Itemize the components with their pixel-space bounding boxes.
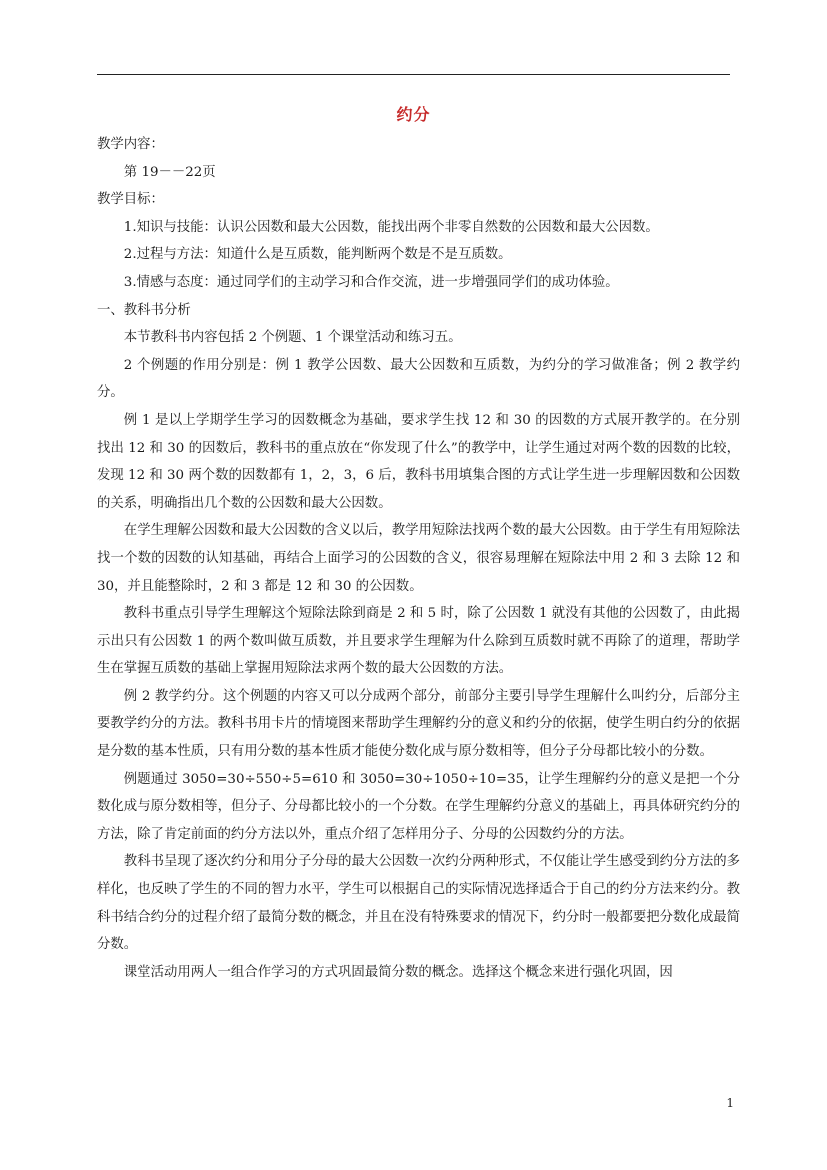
page-number: 1	[726, 1096, 734, 1110]
paragraph: 本节教科书内容包括 2 个例题、1 个课堂活动和练习五。	[123, 330, 462, 346]
paragraph: 例 1 是以上学期学生学习的因数概念为基础，要求学生找 12 和 30 的因数的方式展开教学的。在分别找出 12 和 30 的因数后，教科书的重点放在“你发现了什么”的教学中，让学生通过对两个数的因数的比较，发现 12 和 30 两个数的因数都有 1，2，3，6 后，教科书用填集合图的方式让学生进一步理解因数和公因数的关系，明确指出几个数的公因数和最大公因数。	[97, 412, 740, 511]
header-rule	[97, 74, 730, 75]
section-label-content: 教学内容：	[97, 137, 164, 152]
paragraph: 例题通过 3050=30÷550÷5=610 和 3050=30÷1050÷10=35，让学生理解约分的意义是把一个分数化成与原分数相等，但分子、分母都比较小的一个分数。在学生理解约分意义的基础上，再具体研究约分的方法，除了肯定前面的约分方法以外，重点介绍了怎样用分子、分母的公因数约分的方法。	[97, 771, 740, 842]
section-label-objectives: 教学目标：	[97, 192, 164, 208]
document-body	[97, 131, 740, 986]
section-heading-textbook-analysis: 一、教科书分析	[97, 302, 191, 318]
objective-2: 2.过程与方法：知道什么是互质数，能判断两个数是不是互质数。	[123, 247, 512, 263]
paragraph: 课堂活动用两人一组合作学习的方式巩固最简分数的概念。选择这个概念来进行强化巩固，因	[123, 964, 673, 980]
paragraph: 在学生理解公因数和最大公因数的含义以后，教学用短除法找两个数的最大公因数。由于学生有用短除法找一个数的因数的认知基础，再结合上面学习的公因数的含义，很容易理解在短除法中用 2 和 3 去除 12 和 30，并且能整除时，2 和 3 都是 12 和 30 的公因数。	[97, 523, 740, 594]
page-range: 第 19－－22页	[123, 164, 216, 180]
paragraph: 2 个例题的作用分别是：例 1 教学公因数、最大公因数和互质数，为约分的学习做准备；例 2 教学约分。	[97, 357, 740, 401]
document-title: 约分	[396, 105, 431, 124]
paragraph: 教科书重点引导学生理解这个短除法除到商是 2 和 5 时，除了公因数 1 就没有其他的公因数了，由此揭示出只有公因数 1 的两个数叫做互质数，并且要求学生理解为什么除到互质数时就不再除了的道理，帮助学生在掌握互质数的基础上掌握用短除法求两个数的最大公因数的方法。	[97, 606, 740, 677]
paragraph: 例 2 教学约分。这个例题的内容又可以分成两个部分，前部分主要引导学生理解什么叫约分，后部分主要教学约分的方法。教科书用卡片的情境图来帮助学生理解约分的意义和约分的依据，使学生明白约分的依据是分数的基本性质，只有用分数的基本性质才能使分数化成与原分数相等，但分子分母都比较小的分数。	[97, 688, 740, 760]
objective-1: 1.知识与技能：认识公因数和最大公因数，能找出两个非零自然数的公因数和最大公因数。	[123, 219, 659, 235]
paragraph: 教科书呈现了逐次约分和用分子分母的最大公因数一次约分两种形式，不仅能让学生感受到约分方法的多样化，也反映了学生的不同的智力水平，学生可以根据自己的实际情况选择适合于自己的约分方法来约分。教科书结合约分的过程介绍了最简分数的概念，并且在没有特殊要求的情况下，约分时一般都要把分数化成最简分数。	[97, 854, 740, 953]
objective-3: 3.情感与态度：通过同学们的主动学习和合作交流，进一步增强同学们的成功体验。	[123, 274, 619, 290]
